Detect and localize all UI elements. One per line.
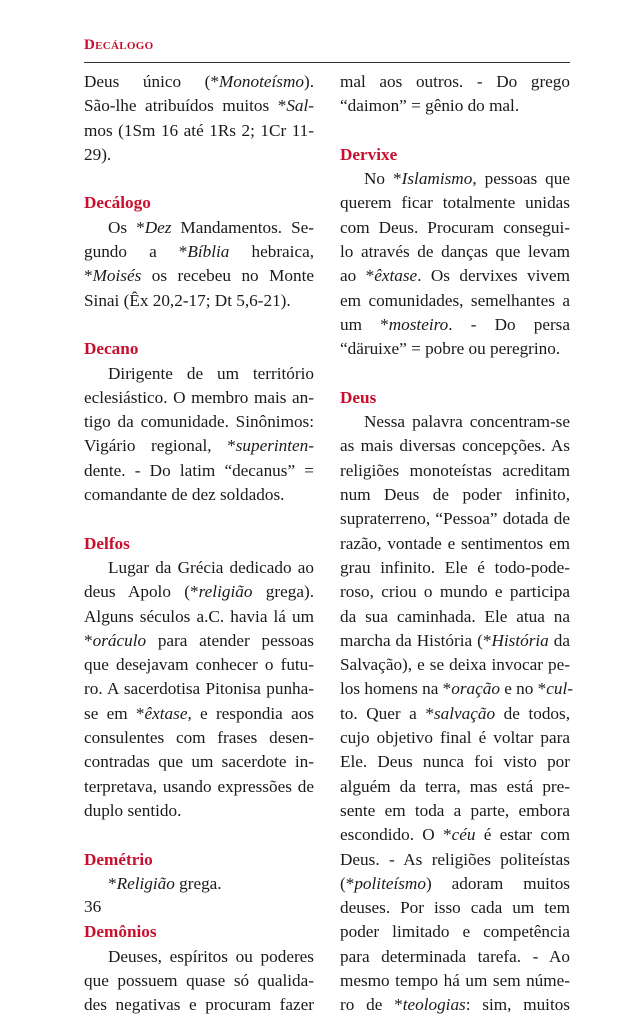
- text-line: lo através de danças que levam: [340, 242, 570, 262]
- text-line: gundo a *Bíblia hebraica,: [84, 242, 314, 262]
- left-column: [84, 70, 314, 1018]
- text-line: deuses. Por isso cada um tem: [340, 898, 570, 918]
- text-line: los homens na *oração e no *cul-: [340, 679, 573, 699]
- text-line: poder limitado e competência: [340, 922, 570, 942]
- text-line: se em *êxtase, e respondia aos: [84, 703, 314, 723]
- entry-term: Decálogo: [84, 193, 151, 213]
- text-line: Sinai (Êx 20,2-17; Dt 5,6-21).: [84, 290, 291, 310]
- text-line: Deus único (*Monoteísmo).: [84, 72, 314, 91]
- paragraph-gap: [84, 313, 314, 337]
- text-line: ao *êxtase. Os dervixes vivem: [340, 266, 570, 286]
- text-line: escondido. O *céu é estar com: [340, 825, 570, 845]
- text-line: que possuem quase só qualida-: [84, 970, 314, 990]
- text-line: com Deus. Procuram consegui-: [340, 217, 570, 237]
- text-line: Salvação), e se deixa invocar pe-: [340, 655, 570, 675]
- header-rule: [84, 62, 570, 63]
- paragraph-gap: [84, 167, 314, 191]
- entry-term: Dervixe: [340, 144, 398, 164]
- text-line: grau infinito. Ele é todo-pode-: [340, 557, 570, 577]
- text-line: No *Islamismo, pessoas que: [364, 169, 570, 189]
- text-line: “däruixe” = pobre ou peregrino.: [340, 339, 561, 359]
- text-line: duplo sentido.: [84, 800, 182, 820]
- text-line: Ele. Deus nunca foi visto por: [340, 752, 570, 772]
- paragraph-gap: [84, 823, 314, 847]
- text-line: des negativas e procuram fazer: [84, 995, 314, 1015]
- text-line: da sua caminhada. Ele atua na: [340, 606, 570, 626]
- text-line: dente. - Do latim “decanus” =: [84, 460, 314, 480]
- paragraph-gap: [84, 507, 314, 531]
- running-header: [84, 37, 153, 54]
- text-line: Alguns séculos a.C. havia lá um: [84, 606, 314, 626]
- header-title: Decálogo: [84, 37, 154, 53]
- text-line: para determinada tarefa. - Ao: [340, 946, 570, 966]
- text-line: querem ficar totalmente unidas: [340, 193, 570, 213]
- text-line: São-lhe atribuídos muitos *Sal-: [84, 96, 314, 116]
- text-line: Deuses, espíritos ou poderes: [108, 946, 314, 966]
- text-line: tigo da comunidade. Sinônimos:: [84, 412, 314, 432]
- text-line: as mais diversas concepções. As: [340, 436, 570, 456]
- paragraph-gap: [340, 362, 570, 386]
- text-line: sente em toda a parte, embora: [340, 800, 570, 820]
- text-line: terpretava, usando expressões de: [84, 776, 314, 796]
- text-line: “daimon” = gênio do mal.: [340, 96, 520, 116]
- text-line: eclesiástico. O membro mais an-: [84, 387, 314, 407]
- text-line: (*politeísmo) adoram muitos: [340, 873, 570, 893]
- text-line: marcha da História (*História da: [340, 630, 570, 650]
- text-line: um *mosteiro. - Do persa: [340, 314, 570, 334]
- text-line: mos (1Sm 16 até 1Rs 2; 1Cr 11-: [84, 120, 314, 140]
- text-line: Os *Dez Mandamentos. Se-: [108, 217, 314, 237]
- text-line: comandante de dez soldados.: [84, 485, 285, 505]
- text-line: Vigário regional, *superinten-: [84, 436, 314, 456]
- text-line: que desejavam conhecer o futu-: [84, 655, 314, 675]
- text-line: Dirigente de um território: [108, 363, 314, 383]
- text-line: razão, vontade e sentimentos em: [340, 533, 570, 553]
- text-line: consulentes com frases desen-: [84, 728, 314, 748]
- entry-term: Deus: [340, 387, 377, 407]
- text-line: num Deus de poder infinito,: [340, 485, 570, 505]
- text-line: mesmo tempo há um sem núme-: [340, 970, 570, 990]
- entry-term: Delfos: [84, 533, 130, 553]
- entry-term: Demétrio: [84, 849, 153, 869]
- text-line: mal aos outros. - Do grego: [340, 72, 570, 91]
- paragraph-gap: [84, 896, 314, 920]
- text-line: contradas que um sacerdote in-: [84, 752, 314, 772]
- entry-term: Decano: [84, 339, 139, 359]
- text-line: to. Quer a *salvação de todos,: [340, 703, 571, 723]
- text-line: 29).: [84, 144, 112, 164]
- text-line: religiões monoteístas acreditam: [340, 460, 570, 480]
- text-line: roso, criou o mundo e participa: [340, 582, 570, 602]
- text-line: *oráculo para atender pessoas: [84, 630, 314, 650]
- text-line: Lugar da Grécia dedicado ao: [108, 557, 314, 577]
- text-line: Deus. - As religiões politeístas: [340, 849, 570, 869]
- text-line: deus Apolo (*religião grega).: [84, 582, 314, 602]
- text-line: ro de *teologias: sim, muitos: [340, 995, 570, 1015]
- right-column: [340, 70, 573, 1018]
- text-line: em comunidades, semelhantes a: [340, 290, 570, 310]
- text-line: *Moisés os recebeu no Monte: [84, 266, 314, 286]
- text-line: Nessa palavra concentram-se: [364, 412, 570, 432]
- text-line: ro. A sacerdotisa Pitonisa punha-: [84, 679, 314, 699]
- text-line: supraterreno, “Pessoa” dotada de: [340, 509, 570, 529]
- page-number: 36: [84, 897, 102, 916]
- entry-term: Demônios: [84, 922, 157, 942]
- text-line: *Religião grega.: [108, 873, 222, 893]
- paragraph-gap: [340, 119, 570, 143]
- text-line: alguém da terra, mas está pre-: [340, 776, 570, 796]
- text-line: cujo objetivo final é voltar para: [340, 728, 570, 748]
